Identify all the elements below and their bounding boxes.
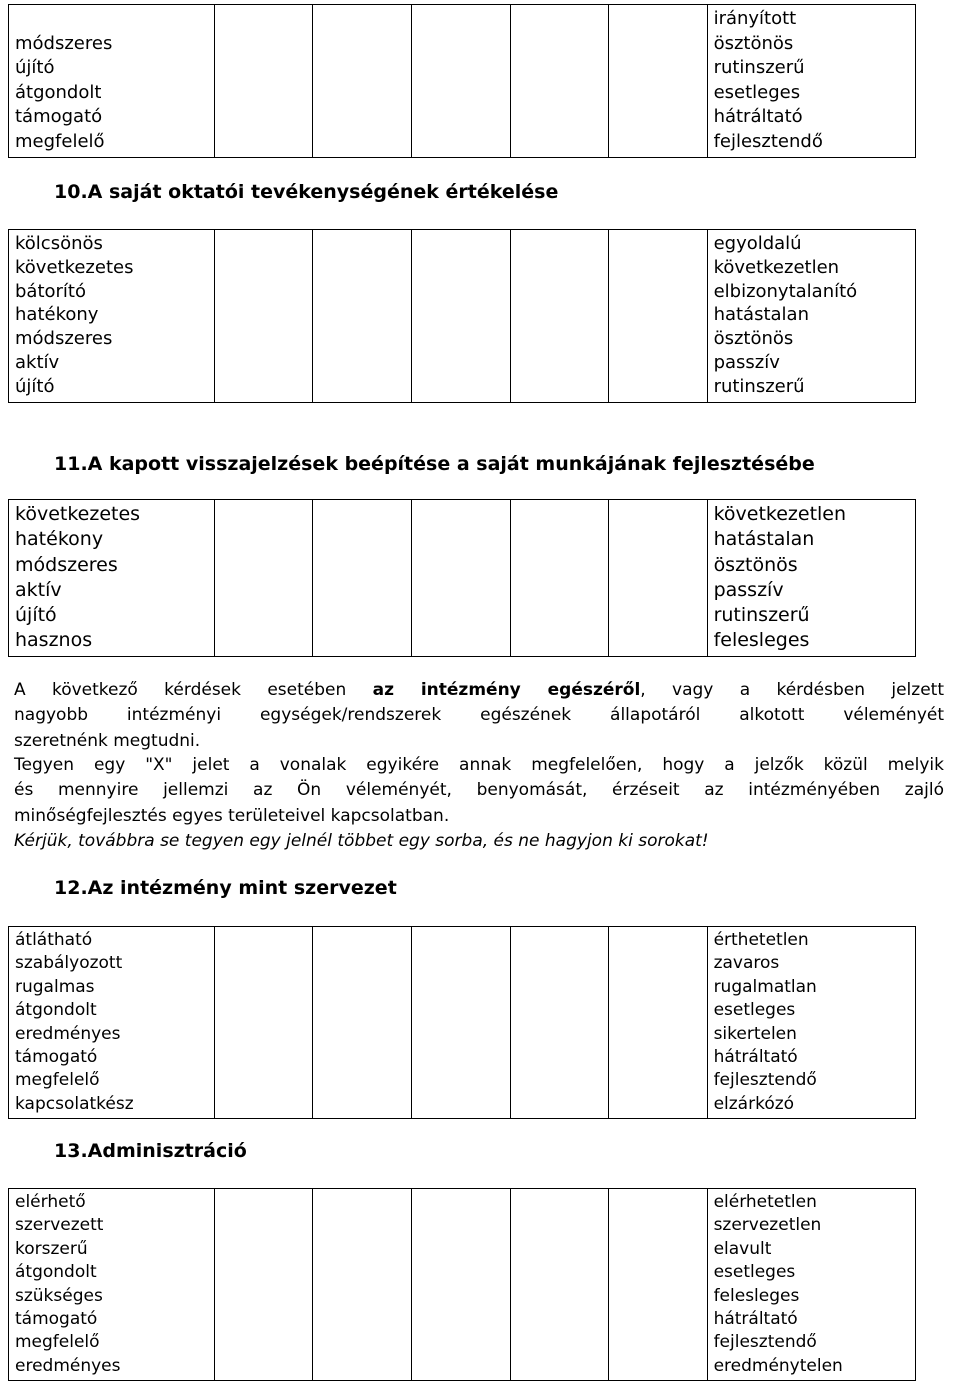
rating-table-section-9: [8, 4, 916, 158]
rating-scale-cell-1[interactable]: [214, 927, 313, 1119]
section-10-title: 10.A saját oktatói tevékenységének értékelése: [54, 181, 559, 203]
positive-adjectives-cell: [9, 230, 215, 403]
positive-adjectives-cell: [9, 500, 215, 657]
instructions-warning: Kérjük, továbbra se tegyen egy jelnél többet egy sorba, és ne hagyjon ki sorokat!: [14, 830, 709, 851]
rating-scale-cell-4[interactable]: [510, 230, 609, 403]
rating-table-section-11: [8, 499, 916, 657]
rating-scale-cell-3[interactable]: [411, 5, 510, 158]
instructions-paragraph-1: [14, 678, 944, 754]
positive-adjectives-cell: [9, 5, 215, 158]
section-12-title: 12.Az intézmény mint szervezet: [54, 877, 397, 899]
rating-scale-cell-4[interactable]: [510, 500, 609, 657]
adjective-positive: átgondolt: [15, 1262, 97, 1283]
adjective-positive: elérhető: [15, 1192, 86, 1212]
instructions-line: minőségfejlesztés egyes területeivel kapcsolatban.: [14, 805, 450, 826]
rating-scale-cell-4[interactable]: [510, 927, 609, 1119]
adjective-positive: kapcsolatkész: [15, 1093, 134, 1114]
rating-scale-cell-2[interactable]: [313, 500, 412, 657]
adjective-negative: hátráltató: [713, 1309, 798, 1330]
rating-scale-cell-2[interactable]: [313, 927, 412, 1119]
adjective-positive: módszeres: [15, 328, 113, 350]
adjective-positive: szükséges: [15, 1285, 103, 1306]
adjective-positive: megfelelő: [15, 1070, 100, 1091]
instructions-line: Tegyen egy "X" jelet a vonalak egyikére annak megfelelően, hogy a jelzők közül melyik: [14, 755, 944, 775]
adjective-negative: rutinszerű: [713, 57, 805, 79]
negative-adjectives-cell: [707, 5, 915, 158]
rating-scale-cell-3[interactable]: [411, 1189, 510, 1381]
adjective-positive: támogató: [15, 1047, 98, 1068]
adjective-positive: megfelelő: [15, 1332, 100, 1353]
instructions-text: , vagy a kérdésben jelzett: [640, 680, 944, 700]
rating-scale-cell-2[interactable]: [313, 5, 412, 158]
adjective-negative: hátráltató: [713, 106, 803, 128]
adjective-positive: rugalmas: [15, 976, 95, 997]
rating-scale-cell-4[interactable]: [510, 5, 609, 158]
adjective-negative: elbizonytalanító: [713, 280, 858, 302]
adjective-positive: módszeres: [15, 32, 113, 54]
adjective-negative: irányított: [713, 8, 797, 29]
adjective-negative: elérhetetlen: [713, 1192, 817, 1212]
adjective-positive: aktív: [15, 351, 60, 373]
positive-adjectives-cell: [9, 927, 215, 1119]
adjective-negative: sikertelen: [713, 1023, 797, 1044]
adjective-negative: zavaros: [713, 953, 780, 974]
rating-scale-cell-1[interactable]: [214, 1189, 313, 1381]
adjective-negative: ösztönös: [713, 328, 794, 350]
adjective-negative: esetleges: [713, 1262, 796, 1283]
instructions-line: szeretnénk megtudni.: [14, 730, 201, 751]
adjective-positive: aktív: [15, 578, 62, 601]
rating-scale-cell-2[interactable]: [313, 230, 412, 403]
adjective-positive: újító: [15, 375, 55, 397]
adjective-negative: fejlesztendő: [713, 130, 823, 152]
adjective-negative: hatástalan: [713, 304, 809, 326]
adjective-negative: hátráltató: [713, 1047, 798, 1068]
rating-scale-cell-2[interactable]: [313, 1189, 412, 1381]
instructions-emphasis: az intézmény egészéről: [372, 680, 641, 700]
adjective-negative: hatástalan: [713, 528, 815, 551]
rating-table-section-13: [8, 1188, 916, 1381]
rating-scale-cell-3[interactable]: [411, 500, 510, 657]
instructions-text: A következő kérdések esetében: [14, 680, 373, 700]
adjective-negative: ösztönös: [713, 32, 794, 54]
adjective-negative: egyoldalú: [713, 233, 802, 254]
adjective-positive: hatékony: [15, 304, 99, 326]
rating-scale-cell-1[interactable]: [214, 5, 313, 158]
adjective-positive: újító: [15, 57, 55, 79]
rating-table-section-12: [8, 926, 916, 1119]
adjective-positive: hasznos: [15, 629, 93, 652]
adjective-positive: hatékony: [15, 528, 104, 551]
rating-scale-cell-5[interactable]: [609, 230, 708, 403]
section-11-title: 11.A kapott visszajelzések beépítése a saját munkájának fejlesztésébe: [54, 453, 815, 475]
adjective-positive: korszerű: [15, 1238, 88, 1259]
adjective-negative: fejlesztendő: [713, 1332, 817, 1353]
adjective-negative: rugalmatlan: [713, 976, 817, 997]
adjective-positive: átgondolt: [15, 1000, 97, 1021]
adjective-positive: átgondolt: [15, 81, 102, 103]
adjective-negative: eredménytelen: [713, 1355, 843, 1376]
rating-scale-cell-5[interactable]: [609, 5, 708, 158]
adjective-negative: elavult: [713, 1238, 772, 1259]
adjective-positive: eredményes: [15, 1023, 121, 1044]
negative-adjectives-cell: [707, 927, 915, 1119]
rating-scale-cell-4[interactable]: [510, 1189, 609, 1381]
adjective-positive: következetes: [15, 256, 134, 278]
instructions-line: nagyobb intézményi egységek/rendszerek egészének állapotáról alkotott véleményét: [14, 705, 944, 726]
adjective-positive: szabályozott: [15, 953, 123, 974]
adjective-negative: rutinszerű: [713, 375, 805, 397]
adjective-positive: módszeres: [15, 553, 118, 576]
adjective-negative: következetlen: [713, 503, 847, 525]
adjective-positive: bátorító: [15, 280, 86, 302]
adjective-positive: szervezett: [15, 1215, 104, 1236]
adjective-negative: elzárkózó: [713, 1093, 795, 1114]
adjective-positive: következetes: [15, 503, 141, 525]
rating-table-section-10: [8, 229, 916, 403]
adjective-positive: átlátható: [15, 930, 93, 950]
adjective-positive: [15, 7, 208, 32]
rating-scale-cell-5[interactable]: [609, 927, 708, 1119]
instructions-line: [14, 678, 944, 703]
adjective-negative: esetleges: [713, 1000, 796, 1021]
adjective-negative: ösztönös: [713, 553, 798, 576]
adjective-negative: fejlesztendő: [713, 1070, 817, 1091]
rating-scale-cell-1[interactable]: [214, 500, 313, 657]
negative-adjectives-cell: [707, 230, 915, 403]
adjective-negative: szervezetlen: [713, 1215, 822, 1236]
adjective-negative: esetleges: [713, 81, 801, 103]
adjective-positive: támogató: [15, 1309, 98, 1330]
rating-scale-cell-3[interactable]: [411, 230, 510, 403]
adjective-negative: érthetetlen: [713, 930, 809, 950]
rating-scale-cell-5[interactable]: [609, 1189, 708, 1381]
adjective-negative: felesleges: [713, 629, 810, 652]
negative-adjectives-cell: [707, 500, 915, 657]
adjective-negative: rutinszerű: [713, 604, 810, 627]
rating-scale-cell-3[interactable]: [411, 927, 510, 1119]
adjective-negative: felesleges: [713, 1285, 800, 1306]
adjective-positive: eredményes: [15, 1355, 121, 1376]
rating-scale-cell-1[interactable]: [214, 230, 313, 403]
adjective-positive: újító: [15, 604, 57, 627]
instructions-paragraph-2: [14, 753, 944, 854]
positive-adjectives-cell: [9, 1189, 215, 1381]
adjective-negative: következetlen: [713, 256, 840, 278]
adjective-negative: passzív: [713, 351, 780, 373]
adjective-positive: támogató: [15, 106, 103, 128]
instructions-line: és mennyire jellemzi az Ön véleményét, benyomását, érzéseit az intézményében zajló: [14, 780, 944, 801]
negative-adjectives-cell: [707, 1189, 915, 1381]
section-13-title: 13.Adminisztráció: [54, 1140, 247, 1162]
adjective-positive: kölcsönös: [15, 233, 103, 254]
adjective-negative: passzív: [713, 578, 784, 601]
adjective-positive: megfelelő: [15, 130, 105, 152]
rating-scale-cell-5[interactable]: [609, 500, 708, 657]
